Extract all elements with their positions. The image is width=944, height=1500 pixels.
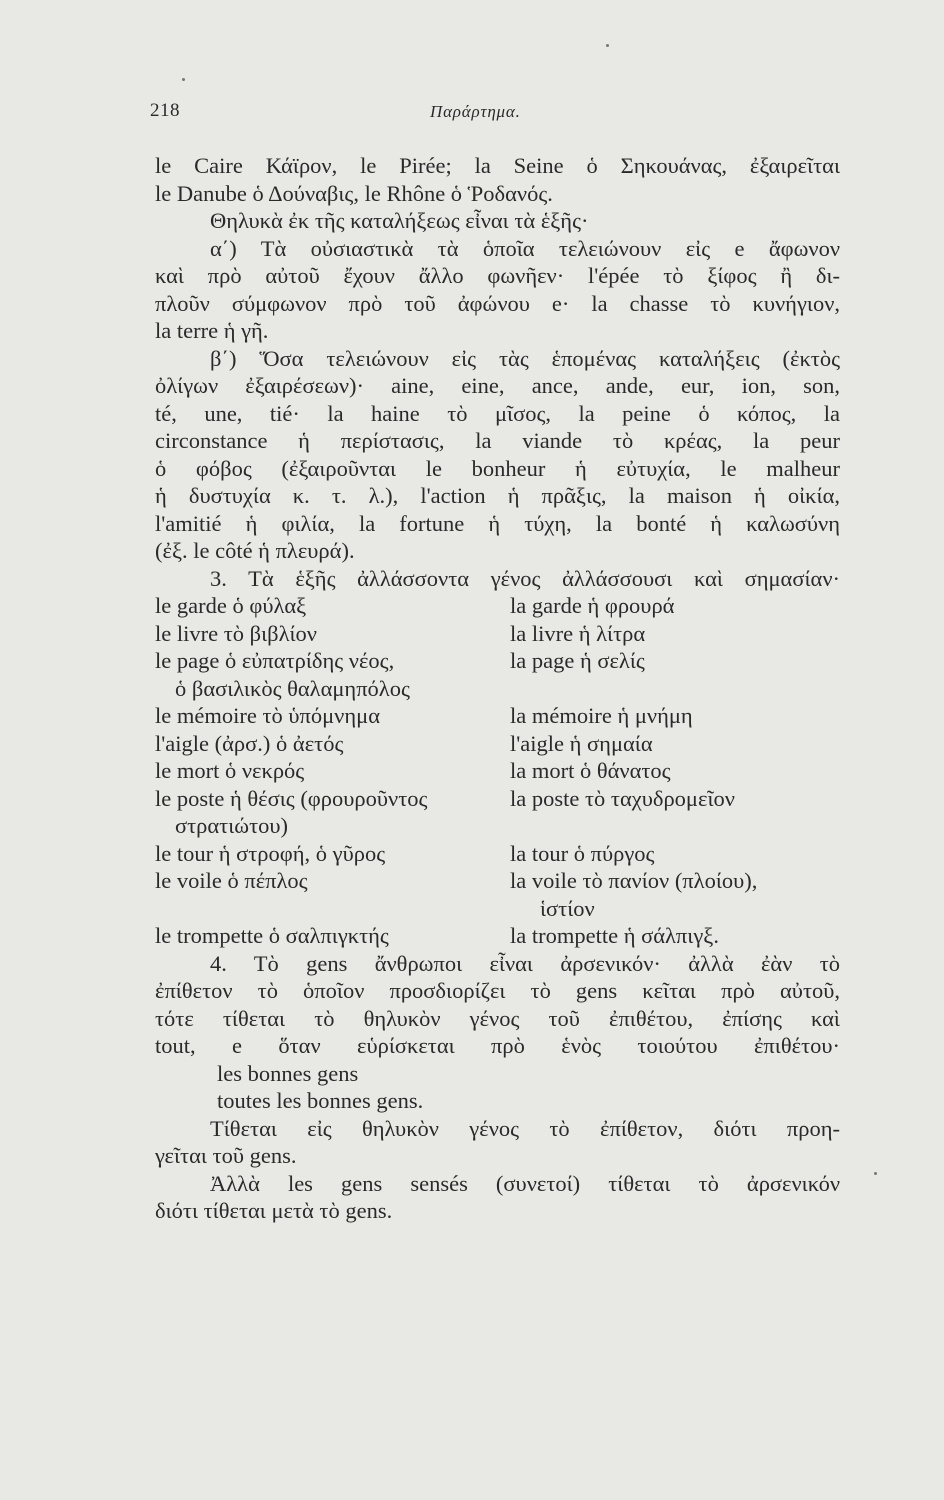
text-line: ἡ δυστυχία κ. τ. λ.), l'action ἡ πρᾶξις, la maison ἡ οἰκία, [155,483,840,508]
text-line: le Caire Κάϊρον, le Pirée; la Seine ὁ Σηκουάνας, ἐξαιρεῖται [155,153,840,178]
table-row [155,785,840,813]
body-text [155,152,840,1225]
text-line: β΄) Ὅσα τελειώνουν εἰς τὰς ἑπομένας καταλήξεις (ἐκτὸς [210,345,840,371]
page-number: 218 [150,100,180,121]
table-cell-feminine: la trompette ἡ σάλπιγξ. [510,923,719,948]
page-header [150,100,840,130]
table-cell-feminine: ἱστίον [540,895,595,921]
table-cell-masculine: le poste ἡ θέσις (φρουροῦντος [155,785,428,811]
text-line: καὶ πρὸ αὐτοῦ ἔχουν ἄλλο φωνῆεν· l'épée τὸ ξίφος ἢ δι- [155,263,840,288]
table-cell-feminine: la livre ἡ λίτρα [510,620,646,646]
text-line: ὀλίγων ἐξαιρέσεων)· aine, eine, ance, ande, eur, ion, son, [155,373,840,398]
example-line: les bonnes gens [217,1060,359,1086]
text-line: l'amitié ἡ φιλία, la fortune ἡ τύχη, la bonté ἡ καλωσύνη [155,510,840,536]
text-line: Τίθεται εἰς θηλυκὸν γένος τὸ ἐπίθετον, διότι προη- [210,1115,840,1141]
table-cell-masculine: l'aigle (ἀρσ.) ὁ ἀετός [155,730,344,756]
running-head: Παράρτημα. [430,102,521,121]
table-row [155,730,840,758]
example-line: toutes les bonnes gens. [217,1088,424,1113]
text-line: (ἐξ. le côté ἡ πλευρά). [155,538,355,563]
text-line: 3. Τὰ ἑξῆς ἀλλάσσοντα γένος ἀλλάσσουσι καὶ σημασίαν· [210,565,840,591]
text-line: 4. Τὸ gens ἄνθρωποι εἶναι ἀρσενικόν· ἀλλὰ ἐὰν τὸ [210,950,840,976]
table-cell-feminine: la mémoire ἡ μνήμη [510,703,693,728]
table-row [155,922,840,950]
text-line: la terre ἡ γῆ. [155,318,269,343]
table-cell-feminine: la mort ὁ θάνατος [510,758,671,783]
text-line: ὁ φόβος (ἐξαιροῦνται le bonheur ἡ εὐτυχία, le malheur [155,455,840,481]
text-line: Θηλυκὰ ἐκ τῆς καταλήξεως εἶναι τὰ ἑξῆς· [210,208,589,233]
text-line: té, une, tié· la haine τὸ μῖσος, la peine ὁ κόπος, la [155,400,840,426]
table-row [155,702,840,730]
table-row [155,812,840,840]
table-row [155,867,840,895]
table-cell-feminine: la poste τὸ ταχυδρομεῖον [510,785,735,811]
text-line: tout, e ὅταν εὑρίσκεται πρὸ ἑνὸς τοιούτου ἐπιθέτου· [155,1033,840,1058]
table-row [155,895,840,923]
table-cell-feminine: l'aigle ἡ σημαία [510,730,653,756]
text-line: πλοῦν σύμφωνον πρὸ τοῦ ἀφώνου e· la chasse τὸ κυνήγιον, [155,290,840,316]
table-cell-masculine: le trompette ὁ σαλπιγκτής [155,923,389,948]
table-cell-masculine: le page ὁ εὐπατρίδης νέος, [155,648,395,673]
text-line: le Danube ὁ Δούναβις, le Rhône ὁ Ῥοδανός. [155,180,553,206]
table-cell-masculine: στρατιώτου) [175,813,289,838]
table-cell-masculine: ὁ βασιλικὸς θαλαμηπόλος [175,675,410,701]
text-line: circonstance ἡ περίστασις, la viande τὸ κρέας, la peur [155,428,840,453]
gender-meaning-table [155,592,840,950]
table-cell-feminine: la voile τὸ πανίον (πλοίου), [510,868,758,893]
table-cell-feminine: la page ἡ σελίς [510,648,645,673]
text-line: τότε τίθεται τὸ θηλυκὸν γένος τοῦ ἐπιθέτου, ἐπίσης καὶ [155,1005,840,1031]
table-cell-feminine: la garde ἡ φρουρά [510,593,675,618]
table-cell-feminine [530,675,840,703]
table-cell-feminine [530,812,840,840]
text-line: διότι τίθεται μετὰ τὸ gens. [155,1198,393,1223]
table-cell-masculine: le mémoire τὸ ὑπόμνημα [155,703,380,728]
table-cell-masculine [155,895,510,923]
table-row [155,592,840,620]
table-cell-masculine: le livre τὸ βιβλίον [155,620,317,646]
table-row [155,675,840,703]
table-cell-masculine: le voile ὁ πέπλος [155,868,308,893]
table-row [155,620,840,648]
table-cell-masculine: le tour ἡ στροφή, ὁ γῦρος [155,840,386,866]
table-row [155,647,840,675]
paper-speck [606,44,609,47]
text-line: ἐπίθετον τὸ ὁποῖον προσδιορίζει τὸ gens κεῖται πρὸ αὐτοῦ, [155,978,840,1003]
table-cell-feminine: la tour ὁ πύργος [510,840,655,866]
text-line: α΄) Τὰ οὐσιαστικὰ τὰ ὁποῖα τελειώνουν εἰς e ἄφωνον [210,235,840,261]
text-line: Ἀλλὰ les gens sensés (συνετοί) τίθεται τὸ ἀρσενικόν [210,1170,840,1196]
paper-speck [182,78,185,81]
text-line: γεῖται τοῦ gens. [155,1143,297,1168]
table-row [155,840,840,868]
paper-speck [874,1172,877,1175]
table-cell-masculine: le mort ὁ νεκρός [155,758,305,783]
table-row [155,757,840,785]
table-cell-masculine: le garde ὁ φύλαξ [155,593,307,618]
